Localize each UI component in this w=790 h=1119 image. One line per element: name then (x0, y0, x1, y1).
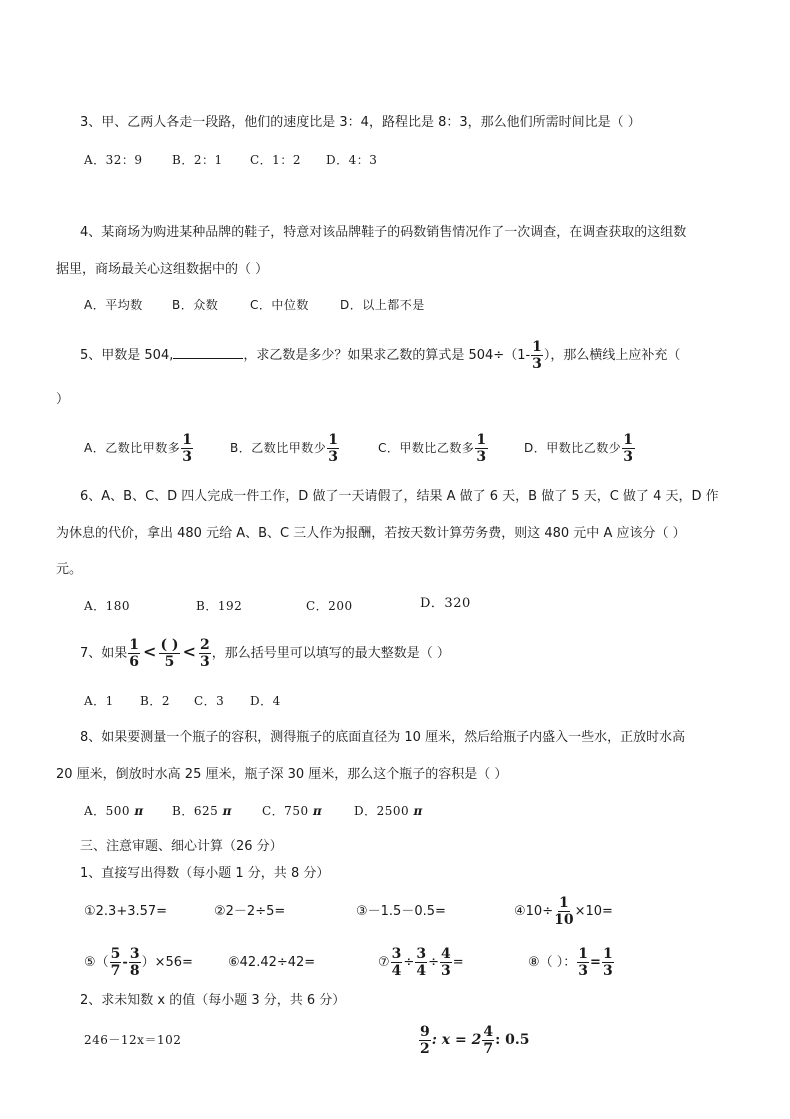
calc-item-6: ⑥42.42÷42= (228, 955, 316, 970)
q7-fraction-3-num: 2 (199, 637, 210, 653)
calc-item-4-prefix: ④10÷ (514, 904, 554, 919)
calc-item-7 (378, 943, 464, 983)
q5-fraction-num: 1 (532, 339, 542, 355)
calc-item-7-den-3: 3 (440, 963, 451, 979)
calc-item-7-prefix: ⑦ (378, 955, 390, 970)
q7-option-c: C．3 (194, 694, 225, 708)
q5-option-d-den: 3 (623, 449, 634, 465)
equation-2-den-1: 2 (420, 1040, 430, 1057)
calc-item-4 (514, 892, 613, 932)
q4-option-b: B．众数 (172, 298, 219, 312)
q4-option-d: D．以上都不是 (340, 298, 425, 312)
q6-line1: 6、A、B、C、D 四人完成一件工作，D 做了一天请假了，结果 A 做了 6 天，B 做了 5 天，C 做了 4 天，D 作 (80, 489, 719, 504)
q7-line (80, 632, 450, 674)
q4-line1: 4、某商场为购进某种品牌的鞋子，特意对该品牌鞋子的码数销售情况作了一次调查，在调查获取的这组数 (80, 225, 687, 240)
q6-option-b: B．192 (196, 599, 243, 613)
equation-2-fraction-2 (482, 1025, 494, 1056)
calc-item-7-den-2: 4 (416, 963, 427, 979)
q8-option-a-label: A．500 (84, 804, 131, 818)
calc-item-7-num-3: 4 (440, 946, 451, 962)
q5-blank (173, 345, 243, 359)
q7-less-than-1: < (143, 642, 157, 661)
q6-line3: 元。 (56, 562, 83, 577)
q3-option-a: A．32：9 (84, 153, 143, 167)
q7-fraction-2-num: ( ) (160, 637, 179, 653)
pi-symbol: π (312, 804, 323, 818)
q7-fraction-3-den: 3 (199, 654, 210, 670)
calc-item-7-fraction-2 (415, 947, 427, 978)
equation-2-fraction-1 (419, 1025, 431, 1056)
equation-2 (418, 1020, 530, 1060)
calc-item-8-num-1: 1 (578, 946, 589, 962)
q5-option-a (84, 428, 194, 468)
section3-sub2: 2、求未知数 x 的值（每小题 3 分，共 6 分） (80, 993, 346, 1008)
q8-option-d-label: D．2500 (354, 804, 410, 818)
q6-option-c: C．200 (306, 599, 353, 613)
q7-option-b: B．2 (140, 694, 170, 708)
calc-item-8-fraction-2 (602, 947, 614, 978)
q5-option-a-fraction (181, 433, 193, 464)
q8-option-d (354, 803, 423, 819)
calc-item-5-num-1: 5 (110, 946, 121, 962)
calc-item-2: ②2－2÷5= (214, 904, 286, 919)
q3-option-c: C．1：2 (250, 153, 301, 167)
calc-item-4-den: 10 (554, 912, 574, 928)
calc-item-7-fraction-3 (440, 947, 452, 978)
equation-2-tail: : 0.5 (495, 1032, 530, 1048)
calc-item-5-minus: - (122, 955, 128, 970)
q5-part3: ），那么横线上应补充（ (543, 348, 681, 363)
q7-option-a: A．1 (84, 694, 114, 708)
q8-line1: 8、如果要测量一个瓶子的容积，测得瓶子的底面直径为 10 厘米，然后给瓶子内盛入一些水，正放时水高 (80, 730, 686, 745)
equation-2-den-2: 7 (483, 1040, 494, 1057)
q7-prefix: 7、如果 (80, 646, 128, 661)
q5-part2: ，求乙数是多少？如果求乙数的算式是 504÷（1- (243, 348, 531, 363)
q4-option-c: C．中位数 (250, 298, 309, 312)
q8-option-c (262, 803, 322, 819)
q5-option-a-den: 3 (182, 449, 193, 465)
calc-item-7-num-1: 3 (391, 946, 402, 962)
q5-option-c-den: 3 (476, 449, 487, 465)
q3-stem: 3、甲、乙两人各走一段路，他们的速度比是 3：4，路程比是 8：3，那么他们所需时间比是（ ） (80, 115, 641, 130)
q5-option-b-num: 1 (328, 432, 339, 448)
q5-option-c (378, 428, 489, 468)
q5-option-a-num: 1 (182, 432, 193, 448)
q6-option-a: A．180 (84, 599, 131, 613)
q5-option-d-label: D．甲数比乙数少 (524, 441, 622, 455)
calc-item-4-num: 1 (558, 895, 569, 911)
q7-fraction-1 (128, 638, 140, 669)
q7-less-than-2: < (182, 642, 196, 661)
q5-part1: 5、甲数是 504, (80, 348, 174, 363)
q5-option-b-fraction (327, 433, 339, 464)
q5-fraction-den: 3 (532, 356, 542, 372)
q5-line1 (80, 336, 680, 376)
q5-option-d-num: 1 (623, 432, 634, 448)
calc-item-8-fraction-1 (577, 947, 589, 978)
q6-line2: 为休息的代价，拿出 480 元给 A、B、C 三人作为报酬，若按天数计算劳务费，则这 480 元中 A 应该分（ ） (56, 526, 686, 541)
equation-1: 246－12x＝102 (84, 1033, 182, 1047)
calc-item-5-fraction-2 (129, 947, 141, 978)
calc-item-7-den-1: 4 (391, 963, 402, 979)
calc-item-5-prefix: ⑤（ (84, 955, 109, 970)
q7-fraction-1-den: 6 (129, 654, 140, 670)
calc-item-8-den-1: 3 (578, 963, 589, 979)
q7-fraction-3 (199, 638, 211, 669)
calc-item-4-fraction (554, 896, 573, 927)
equation-2-num-2: 4 (483, 1023, 494, 1040)
q5-option-b-label: B．乙数比甲数少 (230, 441, 327, 455)
q5-option-d (524, 428, 636, 468)
q8-line2: 20 厘米，倒放时水高 25 厘米，瓶子深 30 厘米，那么这个瓶子的容积是（ ） (56, 767, 508, 782)
calc-item-4-tail: ×10= (574, 904, 613, 919)
pi-symbol: π (134, 804, 144, 818)
calc-item-8-den-2: 3 (602, 963, 613, 979)
q8-option-b (172, 803, 232, 819)
q5-option-c-num: 1 (476, 432, 487, 448)
equation-2-middle: : x = 2 (431, 1032, 482, 1048)
calc-item-1: ①2.3+3.57= (84, 904, 168, 919)
q7-option-d: D．4 (250, 694, 281, 708)
q7-suffix: ，那么括号里可以填写的最大整数是（ ） (211, 646, 450, 661)
q8-option-b-label: B．625 (172, 804, 219, 818)
pi-symbol: π (413, 804, 423, 818)
q8-option-c-label: C．750 (262, 804, 309, 818)
section3-sub1: 1、直接写出得数（每小题 1 分，共 8 分） (80, 866, 330, 881)
pi-symbol: π (222, 804, 232, 818)
q5-option-a-label: A．乙数比甲数多 (84, 441, 181, 455)
q5-option-d-fraction (622, 433, 634, 464)
calc-item-3: ③－1.5－0.5= (356, 904, 446, 919)
q5-option-b (230, 428, 340, 468)
calc-item-5-num-2: 3 (129, 946, 140, 962)
calc-item-5-tail: ）×56= (141, 955, 193, 970)
equation-2-num-1: 9 (420, 1023, 430, 1040)
calc-item-5-fraction-1 (110, 947, 122, 978)
calc-item-8-num-2: 1 (602, 946, 613, 962)
calc-item-7-op-1: ÷ (403, 955, 415, 970)
calc-item-7-num-2: 3 (416, 946, 427, 962)
q5-option-b-den: 3 (328, 449, 339, 465)
q5-option-c-fraction (475, 433, 487, 464)
q5-fraction (531, 340, 543, 371)
q8-option-a (84, 803, 144, 819)
q6-option-d: D．320 (420, 596, 471, 611)
calc-item-5-den-1: 7 (110, 963, 121, 979)
q4-line2: 据里，商场最关心这组数据中的（ ） (56, 262, 269, 277)
calc-item-7-op-2: ÷ (428, 955, 439, 970)
q4-option-a: A．平均数 (84, 298, 143, 312)
calc-item-5 (84, 943, 193, 983)
calc-item-7-tail: = (452, 955, 464, 970)
q5-line2: ） (56, 392, 70, 407)
q7-fraction-2-den: 5 (164, 654, 175, 670)
calc-item-8 (528, 943, 615, 983)
calc-item-7-fraction-1 (391, 947, 403, 978)
calc-item-8-equals: = (590, 955, 601, 970)
calc-item-8-prefix: ⑧（ ）： (528, 955, 577, 970)
q3-option-d: D．4：3 (326, 153, 378, 167)
calc-item-5-den-2: 8 (129, 963, 140, 979)
q7-fraction-2 (159, 638, 179, 669)
section3-title: 三、注意审题、细心计算（26 分） (80, 839, 283, 854)
q3-option-b: B．2：1 (172, 153, 223, 167)
q5-option-c-label: C．甲数比乙数多 (378, 441, 475, 455)
q7-fraction-1-num: 1 (129, 637, 140, 653)
